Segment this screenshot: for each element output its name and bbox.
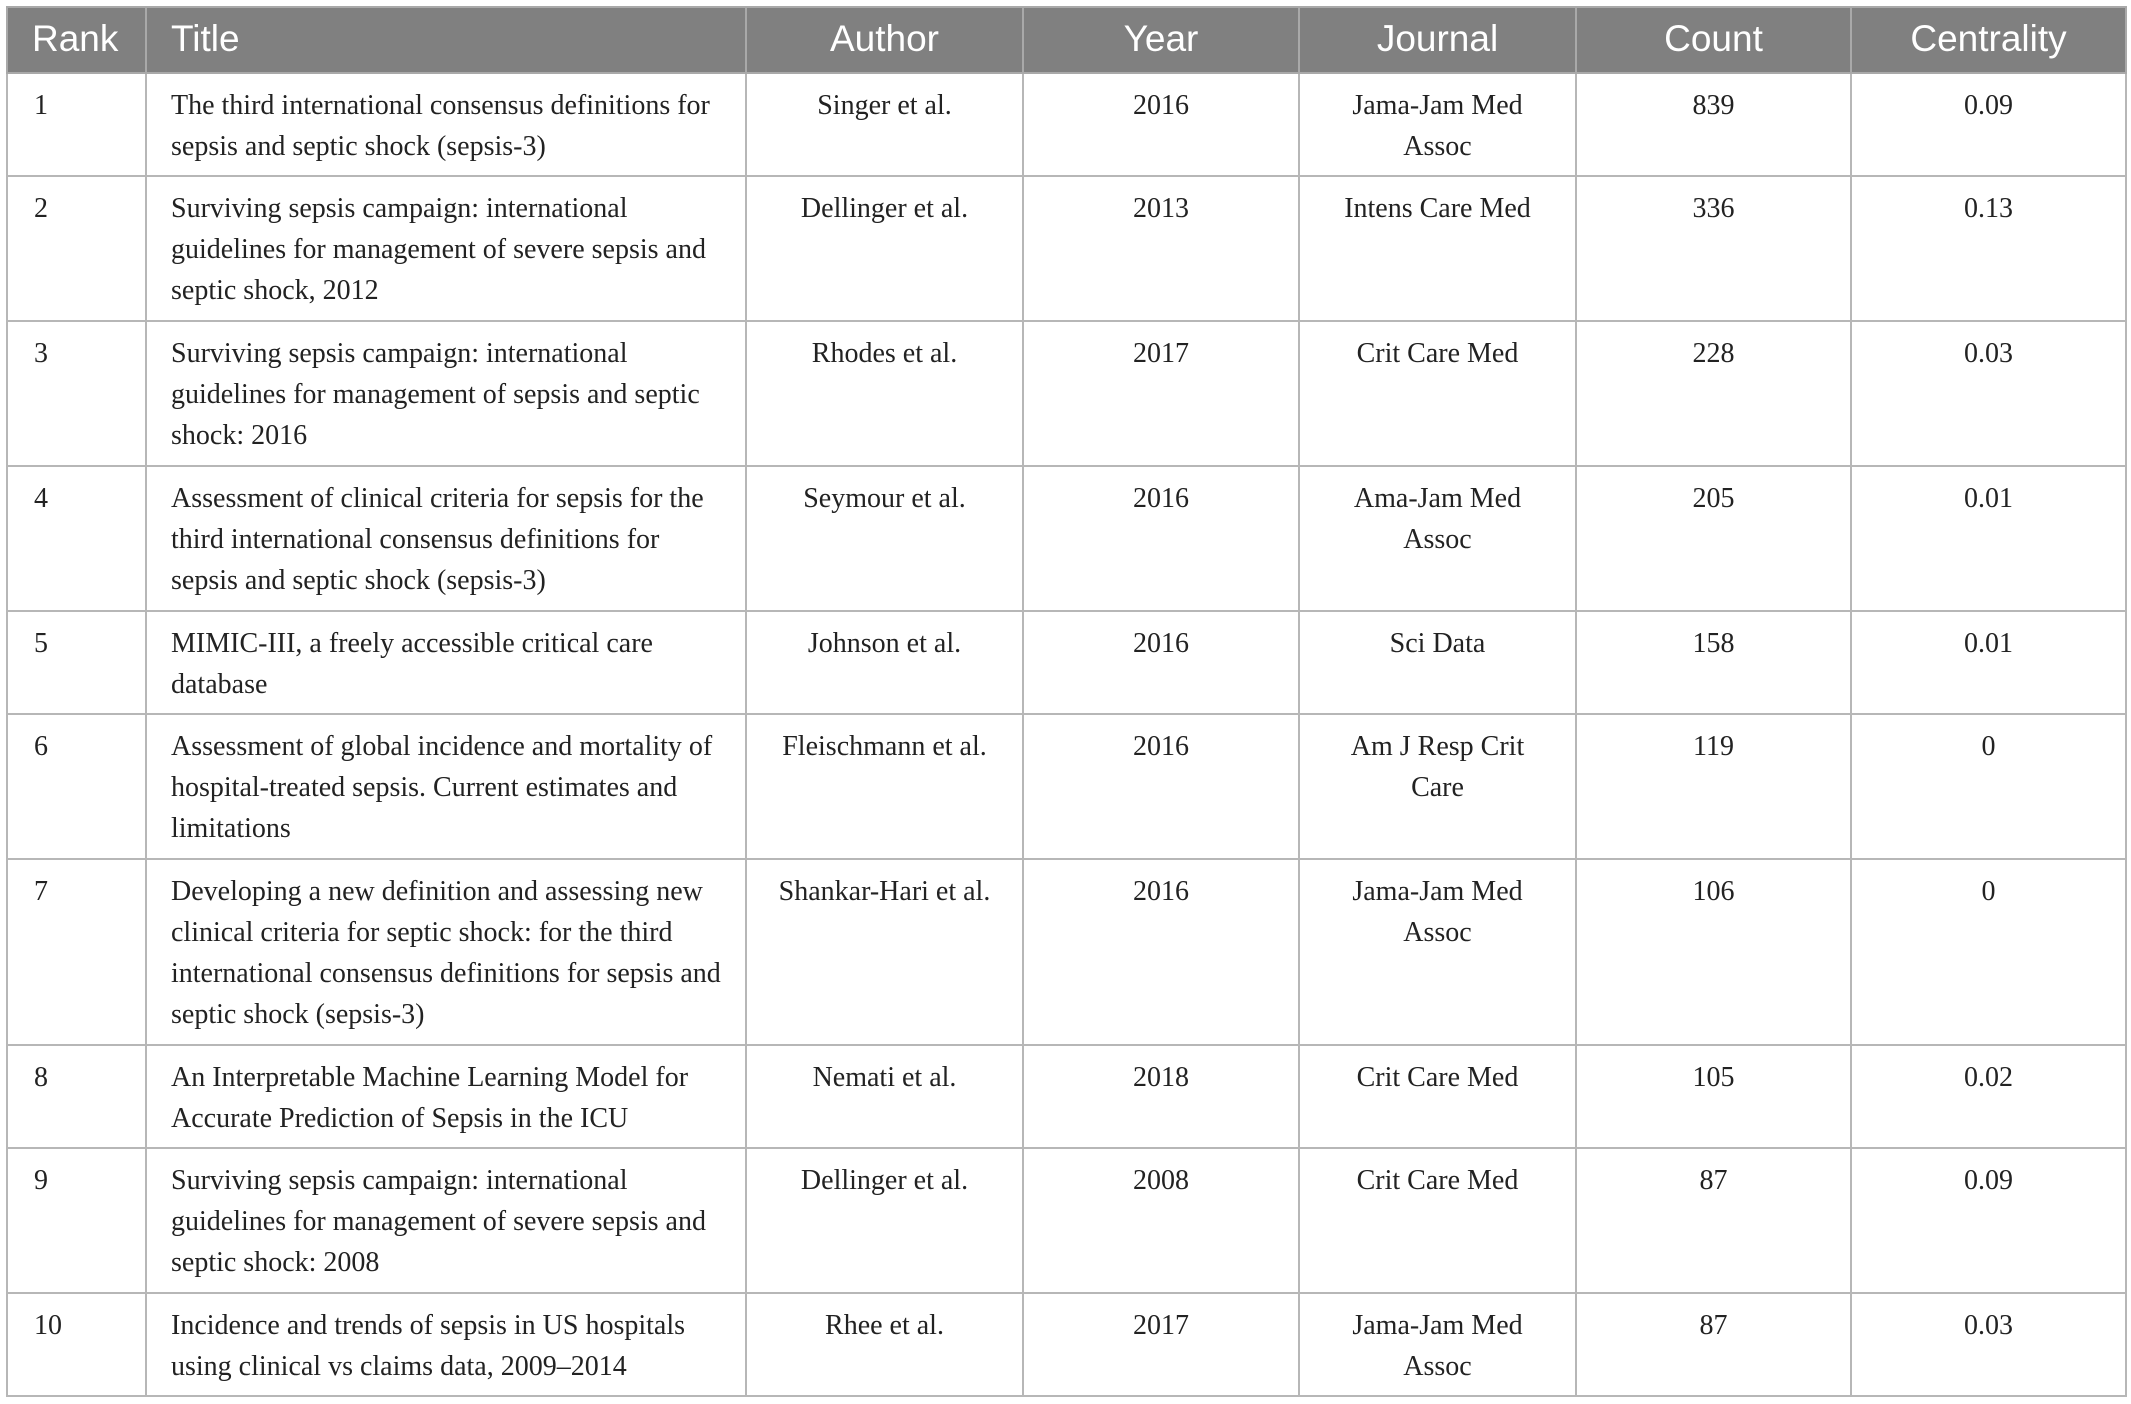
cell-rank: 2 bbox=[7, 176, 146, 321]
cell-count: 205 bbox=[1576, 466, 1851, 611]
table-row bbox=[7, 714, 2126, 859]
cell-year: 2016 bbox=[1023, 611, 1299, 714]
cell-count: 87 bbox=[1576, 1293, 1851, 1396]
cell-journal: Jama-Jam Med Assoc bbox=[1299, 859, 1576, 1045]
cell-count: 105 bbox=[1576, 1045, 1851, 1148]
cell-year: 2016 bbox=[1023, 73, 1299, 176]
table-row bbox=[7, 73, 2126, 176]
cell-rank: 4 bbox=[7, 466, 146, 611]
cell-rank: 9 bbox=[7, 1148, 146, 1293]
cell-title: Surviving sepsis campaign: international guidelines for management of sepsis and septic shock: 2016 bbox=[146, 321, 746, 466]
cell-rank: 1 bbox=[7, 73, 146, 176]
cell-title: The third international consensus definitions for sepsis and septic shock (sepsis-3) bbox=[146, 73, 746, 176]
cell-author: Singer et al. bbox=[746, 73, 1023, 176]
table-row bbox=[7, 321, 2126, 466]
header-count: Count bbox=[1576, 7, 1851, 73]
cell-count: 228 bbox=[1576, 321, 1851, 466]
cell-count: 87 bbox=[1576, 1148, 1851, 1293]
cell-rank: 7 bbox=[7, 859, 146, 1045]
table-row bbox=[7, 1148, 2126, 1293]
cell-rank: 6 bbox=[7, 714, 146, 859]
cell-journal: Intens Care Med bbox=[1299, 176, 1576, 321]
table-row bbox=[7, 1045, 2126, 1148]
cell-journal: Jama-Jam Med Assoc bbox=[1299, 1293, 1576, 1396]
cell-author: Johnson et al. bbox=[746, 611, 1023, 714]
cell-title: Assessment of global incidence and mortality of hospital-treated sepsis. Current estimates and limitations bbox=[146, 714, 746, 859]
table-row bbox=[7, 176, 2126, 321]
table-row bbox=[7, 611, 2126, 714]
cell-journal: Crit Care Med bbox=[1299, 1148, 1576, 1293]
cell-title: MIMIC-III, a freely accessible critical care database bbox=[146, 611, 746, 714]
cell-title: Developing a new definition and assessing new clinical criteria for septic shock: for the third international consensus definitions for sepsis and septic shock (sepsis-3) bbox=[146, 859, 746, 1045]
cell-year: 2013 bbox=[1023, 176, 1299, 321]
cell-year: 2018 bbox=[1023, 1045, 1299, 1148]
cell-year: 2017 bbox=[1023, 321, 1299, 466]
cell-author: Nemati et al. bbox=[746, 1045, 1023, 1148]
cell-count: 158 bbox=[1576, 611, 1851, 714]
cell-centrality: 0.03 bbox=[1851, 1293, 2126, 1396]
header-centrality: Centrality bbox=[1851, 7, 2126, 73]
cell-journal: Jama-Jam Med Assoc bbox=[1299, 73, 1576, 176]
cell-author: Dellinger et al. bbox=[746, 1148, 1023, 1293]
cell-rank: 5 bbox=[7, 611, 146, 714]
cell-rank: 8 bbox=[7, 1045, 146, 1148]
cell-year: 2008 bbox=[1023, 1148, 1299, 1293]
table-row bbox=[7, 1293, 2126, 1396]
cell-year: 2016 bbox=[1023, 466, 1299, 611]
cell-centrality: 0.09 bbox=[1851, 1148, 2126, 1293]
cell-journal: Crit Care Med bbox=[1299, 1045, 1576, 1148]
cell-author: Rhodes et al. bbox=[746, 321, 1023, 466]
header-author: Author bbox=[746, 7, 1023, 73]
cell-author: Seymour et al. bbox=[746, 466, 1023, 611]
cell-count: 839 bbox=[1576, 73, 1851, 176]
cell-year: 2016 bbox=[1023, 714, 1299, 859]
cell-centrality: 0.13 bbox=[1851, 176, 2126, 321]
cell-title: Surviving sepsis campaign: international guidelines for management of severe sepsis and septic shock: 2008 bbox=[146, 1148, 746, 1293]
cell-count: 106 bbox=[1576, 859, 1851, 1045]
header-journal: Journal bbox=[1299, 7, 1576, 73]
cell-rank: 10 bbox=[7, 1293, 146, 1396]
cell-title: Surviving sepsis campaign: international guidelines for management of severe sepsis and septic shock, 2012 bbox=[146, 176, 746, 321]
cell-count: 119 bbox=[1576, 714, 1851, 859]
cell-centrality: 0.09 bbox=[1851, 73, 2126, 176]
cell-count: 336 bbox=[1576, 176, 1851, 321]
cell-journal: Sci Data bbox=[1299, 611, 1576, 714]
table-row bbox=[7, 859, 2126, 1045]
cell-title: An Interpretable Machine Learning Model for Accurate Prediction of Sepsis in the ICU bbox=[146, 1045, 746, 1148]
cell-title: Incidence and trends of sepsis in US hospitals using clinical vs claims data, 2009–2014 bbox=[146, 1293, 746, 1396]
header-row bbox=[7, 7, 2126, 73]
cell-centrality: 0.03 bbox=[1851, 321, 2126, 466]
cell-author: Shankar-Hari et al. bbox=[746, 859, 1023, 1045]
cell-author: Rhee et al. bbox=[746, 1293, 1023, 1396]
cell-centrality: 0.01 bbox=[1851, 466, 2126, 611]
reference-table bbox=[6, 6, 2127, 1397]
cell-author: Fleischmann et al. bbox=[746, 714, 1023, 859]
header-rank: Rank bbox=[7, 7, 146, 73]
cell-centrality: 0.01 bbox=[1851, 611, 2126, 714]
cell-title: Assessment of clinical criteria for sepsis for the third international consensus definitions for sepsis and septic shock (sepsis-3) bbox=[146, 466, 746, 611]
cell-year: 2016 bbox=[1023, 859, 1299, 1045]
cell-centrality: 0 bbox=[1851, 859, 2126, 1045]
header-title: Title bbox=[146, 7, 746, 73]
cell-journal: Am J Resp Crit Care bbox=[1299, 714, 1576, 859]
cell-journal: Crit Care Med bbox=[1299, 321, 1576, 466]
table-row bbox=[7, 466, 2126, 611]
cell-year: 2017 bbox=[1023, 1293, 1299, 1396]
cell-rank: 3 bbox=[7, 321, 146, 466]
cell-centrality: 0.02 bbox=[1851, 1045, 2126, 1148]
cell-journal: Ama-Jam Med Assoc bbox=[1299, 466, 1576, 611]
cell-centrality: 0 bbox=[1851, 714, 2126, 859]
header-year: Year bbox=[1023, 7, 1299, 73]
cell-author: Dellinger et al. bbox=[746, 176, 1023, 321]
